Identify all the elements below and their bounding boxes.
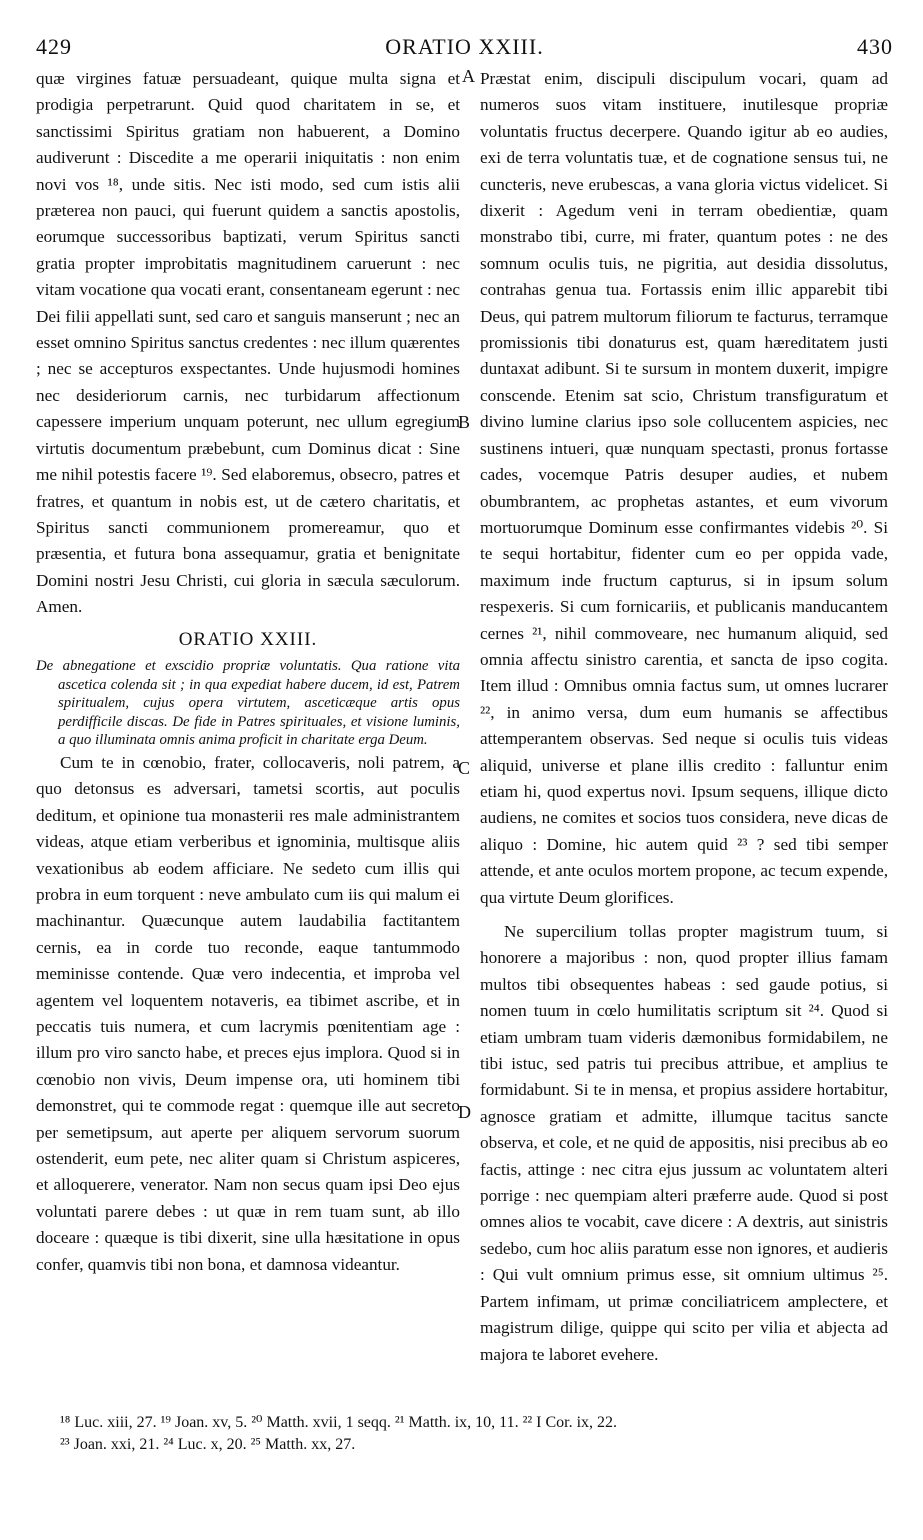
page-number-right: 430	[857, 34, 893, 59]
footnote-line-2: ²³ Joan. xxi, 21. ²⁴ Luc. x, 20. ²⁵ Matth. xx, 27.	[60, 1436, 356, 1453]
page-header	[36, 34, 893, 62]
right-paragraph-2: Ne supercilium tollas propter magistrum tuum, si honorere a majoribus : non, quod propter illius famam multos tibi obsequentes habeas : sed gaude potius, si nomen tuum in cœlo humilitatis scriptum sit ²⁴. Quod si etiam umbram tuam videris dæmonibus formidabilem, ne tibi istuc, sed patris tui precibus attribue, et amplius te formidabunt. Si te in mensa, et propius assidere hortabitur, agnosce gratiam et admitte, illumque tacitus sancte observa, et cole, et ne quid de appositis, nisi precibus ab eo factis, attinge : nec citra ejus jussum ac voluntatem alteri porrige : nec quempiam alteri præferre aude. Quod si post omnes alios te vocabit, cave dicere : A dextris, aut sinistris sedebo, cum hoc aliis paratum esse non ignores, et audieris : Qui vult omnium primus esse, sit omnium ultimus ²⁵. Partem infimam, ut primæ conciliatricem amplectere, et magistrum dilige, quippe qui scito per vilia et abjecta ad majora te laboret evehere.	[480, 922, 888, 1364]
right-column	[480, 66, 888, 1368]
margin-marker-d: D	[458, 1102, 471, 1122]
margin-marker-b: B	[458, 412, 471, 432]
footnotes	[60, 1412, 883, 1456]
oration-summary: De abnegatione et exscidio propriæ voluntatis. Qua ratione vita ascetica colenda sit ; in qua expediat habere ducem, id est, Patrem spiritualem, cujus opera virtutem, asceticæque artis opus perdifficile discas. De fide in Patres spirituales, et visione luminis, a quo illuminata omnis anima proficit in charitate erga Deum.	[36, 657, 460, 749]
left-paragraph-2: Cum te in cœnobio, frater, collocaveris, noli patrem, a quo detonsus es adversari, tametsi scortis, aut poculis deditum, et opinione tua monasterii res male administrantem videas, atque etiam verberibus et ignominia, multisque aliis vexationibus ab eodem afficiare. Ne sedeto cum illis qui probra in eum torquent : neve ambulato cum iis qui malum ei machinantur. Quæcunque autem laudabilia factitantem cernis, ea in corde tuo reconde, eaque tantummodo meminisse contende. Quæ vero indecentia, et improba vel agentem vel loquentem notaveris, ea tibimet ascribe, et in peccatis tuis numera, et cum lacrymis pœnitentiam age : illum pro viro sancto habe, et preces ejus implora. Quod si in cœnobio non vivis, Deum impense ora, uti hominem tibi demonstret, qui te commode regat : quemque ille aut secreto per semetipsum, aut aperte per aliquem servorum suorum ostenderit, eum pete, nec aliter quam si Christum aspiceres, et alloquerere, venerator. Nam non secus quam ipsi Deo ejus voluntati parere debes : ut quæ in rem tuam sunt, ab illo doceare : quæque is tibi dixerit, sine ulla hæsitatione in opus confer, quamvis tibi non bona, et damnosa videantur.	[36, 752, 460, 1274]
running-title: ORATIO XXIII.	[385, 34, 544, 59]
left-paragraph-1: quæ virgines fatuæ persuadeant, quique multa signa et prodigia perpetrarunt. Quid quod charitatem in se, et sanctissimi Spiritus gratiam non habuerent, a Domino audiverunt : Discedite a me operarii iniquitatis : non enim novi vos ¹⁸, unde sitis. Nec isti modo, sed cum istis alii præterea non pauci, qui fuerunt quidem a sanctis apostolis, eorumque successoribus baptizati, verum Spiritus sancti gratia propter improbitatis magnitudinem caruerunt : nec vitam vocatione qua vocati erant, consentaneam egerunt : nec Dei filii appellati sunt, sed caro et sanguis manserunt ; nec an esset omnino Spiritus sanctus credentes : nec illum quærentes ; nec se accepturos exspectantes. Unde hujusmodi homines nec desideriorum carnis, nec turbidarum affectionum capessere imperium unquam poterunt, nec ullum egregium virtutis documentum præbebunt, cum Dominus dicat : Sine me nihil potestis facere ¹⁹. Sed elaboremus, obsecro, patres et fratres, et quantum in nobis est, ut de cætero charitatis, et Spiritus sancti communionem promereamur, quo et præsentia, et futura bona assequamur, gratia et benignitate Domini nostri Jesu Christi, cui gloria in sæcula sæculorum. Amen.	[36, 69, 460, 617]
margin-marker-c: C	[458, 758, 471, 778]
margin-marker-a: A	[462, 66, 475, 86]
left-column	[36, 66, 460, 1278]
footnote-line-1: ¹⁸ Luc. xiii, 27. ¹⁹ Joan. xv, 5. ²⁰ Matth. xvii, 1 seqq. ²¹ Matth. ix, 10, 11. ²² I Cor. ix, 22.	[60, 1414, 618, 1431]
oration-title: ORATIO XXIII.	[178, 628, 318, 650]
page-number-left: 429	[36, 34, 72, 59]
right-paragraph-1: Præstat enim, discipuli discipulum vocari, quam ad numeros suos vitam instituere, inutilesque propriæ voluntatis fructus decerpere. Quando igitur ab eo audies, exi de terra voluntatis tuæ, et de cognatione sensus tui, ne cuncteris, neve erubescas, a vana gloria victus videlicet. Si dixerit : Agedum veni in terram obedientiæ, quam monstrabo tibi, curre, mi frater, quantum potes : ne des somnum oculis tuis, ne pigritia, aut desidia dissolutus, contrahas genua tua. Fortassis enim illic apparebit tibi Deus, qui patrem multorum filiorum te facturus, terramque promissionis tibi donaturus est, quam hæreditatem justi duntaxat adibunt. Si te sursum in montem duxerit, impigre conscende. Etenim sat scio, Christum transfiguratum et divino lumine clarius ipso sole collucentem aspicies, nec sustinens intueri, quæ nunquam spectasti, pronus fortasse cades, vocemque Patris desuper audies, et nubem obumbrantem, ac prophetas astantes, et eum vivorum mortuorumque Dominum esse confirmantes videbis ²⁰. Si te sequi hortabitur, fidenter cum eo per oppida vade, maximum inde fructum capturus, si in ipsum solum respexeris. Si cum fornicariis, et publicanis manducantem cernes ²¹, nihil commoveare, nec humanum aliquid, sed omnia affectu sinistro carentia, et sancta de ipso cogita. Item illud : Omnibus omnia factus sum, ut omnes lucrarer ²², in animo versa, dum eum humanis se affectibus attemperantem observas. Sed neque si oculis tuis videas aliquid, universe et plane illis credito : falluntur enim etiam hi, quod expertus novi. Ipsum sequens, illique dicto audiens, ne comites et socios tuos considera, neve dicas de aliquo : Domine, hic autem quid ²³ ? sed tibi semper attende, et ante oculos mortem propone, ac tecum expende, qua virtute Deum glorifices.	[480, 69, 888, 907]
